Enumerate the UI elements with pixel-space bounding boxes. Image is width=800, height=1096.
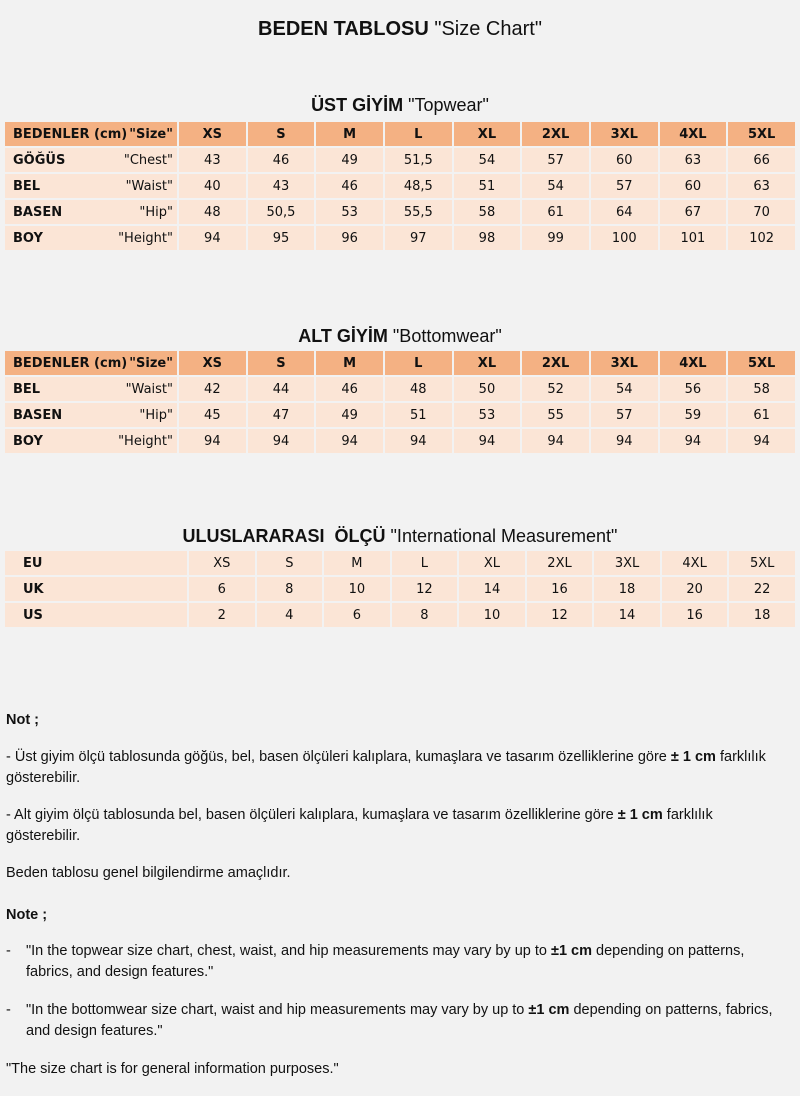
notes-en xyxy=(6,905,786,1080)
table-row xyxy=(5,403,795,427)
table-cell: 47 xyxy=(248,403,315,427)
size-header: XL xyxy=(454,122,521,146)
table-cell: 8 xyxy=(257,577,323,601)
table-cell: 2XL xyxy=(527,551,593,575)
table-cell: 54 xyxy=(522,174,589,198)
table-row xyxy=(5,551,795,575)
size-header: XS xyxy=(179,122,246,146)
table-cell: 102 xyxy=(728,226,795,250)
title-tr: BEDEN TABLOSU xyxy=(258,18,429,40)
table-cell: 10 xyxy=(324,577,390,601)
notes-tr-line3: Beden tablosu genel bilgilendirme amaçlıdır. xyxy=(6,865,291,881)
table-cell: 16 xyxy=(662,603,728,627)
table-cell: 57 xyxy=(522,148,589,172)
row-label: BOY "Height" xyxy=(5,226,177,250)
size-header: 4XL xyxy=(660,122,727,146)
header-label: BEDENLER (cm) "Size" xyxy=(5,351,177,375)
table-cell: 96 xyxy=(316,226,383,250)
notes-en-line2: - "In the bottomwear size chart, waist and hip measurements may vary by up to ±1 cm depending on patterns, fabrics, and design features." xyxy=(6,1002,773,1039)
bottomwear-title-tr: ALT GİYİM xyxy=(298,326,388,346)
table-cell: 52 xyxy=(522,377,589,401)
table-cell: 53 xyxy=(316,200,383,224)
table-cell: 51,5 xyxy=(385,148,452,172)
size-header: S xyxy=(248,122,315,146)
size-header: 5XL xyxy=(728,351,795,375)
table-cell: 46 xyxy=(316,377,383,401)
table-cell: 94 xyxy=(454,429,521,453)
size-header: M xyxy=(316,122,383,146)
notes-en-heading: Note ; xyxy=(6,907,48,923)
table-cell: 66 xyxy=(728,148,795,172)
size-header: 5XL xyxy=(728,122,795,146)
table-cell: 14 xyxy=(594,603,660,627)
international-title xyxy=(0,523,800,549)
table-cell: 101 xyxy=(660,226,727,250)
table-cell: 40 xyxy=(179,174,246,198)
table-cell: 50,5 xyxy=(248,200,315,224)
table-cell: 43 xyxy=(248,174,315,198)
table-cell: 55 xyxy=(522,403,589,427)
table-cell: 22 xyxy=(729,577,795,601)
table-cell: 61 xyxy=(728,403,795,427)
table-cell: 51 xyxy=(454,174,521,198)
table-cell: 50 xyxy=(454,377,521,401)
table-cell: 94 xyxy=(728,429,795,453)
row-label: BEL "Waist" xyxy=(5,377,177,401)
table-cell: 94 xyxy=(316,429,383,453)
notes-en-line1: - "In the topwear size chart, chest, waist, and hip measurements may vary by up to ±1 cm depending on patterns, fabrics, and design features." xyxy=(6,943,745,980)
title-en: "Size Chart" xyxy=(434,18,542,40)
table-row xyxy=(5,603,795,627)
table-cell: 99 xyxy=(522,226,589,250)
table-cell: 54 xyxy=(591,377,658,401)
table-row xyxy=(5,429,795,453)
size-header: S xyxy=(248,351,315,375)
topwear-title xyxy=(0,92,800,118)
table-cell: 6 xyxy=(324,603,390,627)
topwear-title-tr: ÜST GİYİM xyxy=(311,95,404,115)
table-cell: 58 xyxy=(728,377,795,401)
table-cell: 60 xyxy=(660,174,727,198)
size-header: 2XL xyxy=(522,122,589,146)
table-cell: 48 xyxy=(179,200,246,224)
topwear-title-en: "Topwear" xyxy=(408,95,489,115)
table-cell: 46 xyxy=(316,174,383,198)
table-cell: 94 xyxy=(660,429,727,453)
table-cell: 10 xyxy=(459,603,525,627)
table-cell: 67 xyxy=(660,200,727,224)
table-cell: 64 xyxy=(591,200,658,224)
table-cell: 94 xyxy=(522,429,589,453)
table-cell: 12 xyxy=(527,603,593,627)
table-cell: 4 xyxy=(257,603,323,627)
table-cell: 100 xyxy=(591,226,658,250)
page-title xyxy=(0,14,800,44)
table-cell: 56 xyxy=(660,377,727,401)
table-cell: 14 xyxy=(459,577,525,601)
table-cell: 95 xyxy=(248,226,315,250)
table-cell: 16 xyxy=(527,577,593,601)
table-cell: 94 xyxy=(591,429,658,453)
table-cell: 98 xyxy=(454,226,521,250)
row-label: BOY "Height" xyxy=(5,429,177,453)
international-title-tr: ULUSLARARASI ÖLÇÜ xyxy=(182,526,386,546)
table-cell: 49 xyxy=(316,148,383,172)
table-cell: 3XL xyxy=(594,551,660,575)
table-cell: 48 xyxy=(385,377,452,401)
table-cell: 55,5 xyxy=(385,200,452,224)
table-cell: 94 xyxy=(385,429,452,453)
table-cell: 59 xyxy=(660,403,727,427)
bottomwear-table xyxy=(3,349,797,455)
bottomwear-header-row xyxy=(5,351,795,375)
topwear-table xyxy=(3,120,797,252)
topwear-header-row xyxy=(5,122,795,146)
row-label: GÖĞÜS "Chest" xyxy=(5,148,177,172)
table-row xyxy=(5,174,795,198)
table-cell: 6 xyxy=(189,577,255,601)
table-cell: 63 xyxy=(660,148,727,172)
table-cell: 18 xyxy=(594,577,660,601)
bottomwear-title-en: "Bottomwear" xyxy=(392,326,502,346)
table-cell: 57 xyxy=(591,403,658,427)
table-cell: 57 xyxy=(591,174,658,198)
notes-tr-line2: - Alt giyim ölçü tablosunda bel, basen ölçüleri kalıplara, kumaşlara ve tasarım özelliklerine göre ± 1 cm farklılık gösterebilir. xyxy=(6,807,713,844)
table-cell: 12 xyxy=(392,577,458,601)
table-cell: 94 xyxy=(248,429,315,453)
size-header: XS xyxy=(179,351,246,375)
table-cell: 51 xyxy=(385,403,452,427)
table-cell: 94 xyxy=(179,226,246,250)
table-cell: 43 xyxy=(179,148,246,172)
table-cell: 58 xyxy=(454,200,521,224)
table-cell: 46 xyxy=(248,148,315,172)
table-cell: 18 xyxy=(729,603,795,627)
row-label: BASEN "Hip" xyxy=(5,403,177,427)
size-header: 2XL xyxy=(522,351,589,375)
table-cell: 42 xyxy=(179,377,246,401)
notes-tr-heading: Not ; xyxy=(6,712,40,728)
table-row xyxy=(5,200,795,224)
row-label: US xyxy=(5,603,187,627)
table-cell: 8 xyxy=(392,603,458,627)
table-cell: 63 xyxy=(728,174,795,198)
size-header: L xyxy=(385,351,452,375)
size-header: L xyxy=(385,122,452,146)
size-header: 4XL xyxy=(660,351,727,375)
notes-tr xyxy=(6,710,786,884)
table-cell: XS xyxy=(189,551,255,575)
table-cell: 45 xyxy=(179,403,246,427)
table-cell: 53 xyxy=(454,403,521,427)
table-cell: M xyxy=(324,551,390,575)
row-label: EU xyxy=(5,551,187,575)
table-row xyxy=(5,377,795,401)
bottomwear-title xyxy=(0,323,800,349)
table-cell: XL xyxy=(459,551,525,575)
table-cell: S xyxy=(257,551,323,575)
row-label: UK xyxy=(5,577,187,601)
size-header: 3XL xyxy=(591,122,658,146)
table-row xyxy=(5,226,795,250)
size-header: M xyxy=(316,351,383,375)
table-cell: 61 xyxy=(522,200,589,224)
international-title-en: "International Measurement" xyxy=(390,526,618,546)
size-header: XL xyxy=(454,351,521,375)
notes-en-line3: "The size chart is for general information purposes." xyxy=(6,1061,339,1077)
table-cell: 60 xyxy=(591,148,658,172)
table-cell: 48,5 xyxy=(385,174,452,198)
table-cell: 5XL xyxy=(729,551,795,575)
table-cell: L xyxy=(392,551,458,575)
row-label: BASEN "Hip" xyxy=(5,200,177,224)
table-cell: 54 xyxy=(454,148,521,172)
table-cell: 97 xyxy=(385,226,452,250)
table-cell: 70 xyxy=(728,200,795,224)
table-row xyxy=(5,577,795,601)
notes-tr-line1: - Üst giyim ölçü tablosunda göğüs, bel, basen ölçüleri kalıplara, kumaşlara ve tasarım özelliklerine göre ± 1 cm farklılık gösterebilir. xyxy=(6,749,766,786)
international-table xyxy=(3,549,797,629)
row-label: BEL "Waist" xyxy=(5,174,177,198)
table-cell: 49 xyxy=(316,403,383,427)
table-cell: 4XL xyxy=(662,551,728,575)
table-row xyxy=(5,148,795,172)
table-cell: 44 xyxy=(248,377,315,401)
table-cell: 20 xyxy=(662,577,728,601)
header-label: BEDENLER (cm) "Size" xyxy=(5,122,177,146)
size-header: 3XL xyxy=(591,351,658,375)
table-cell: 2 xyxy=(189,603,255,627)
table-cell: 94 xyxy=(179,429,246,453)
